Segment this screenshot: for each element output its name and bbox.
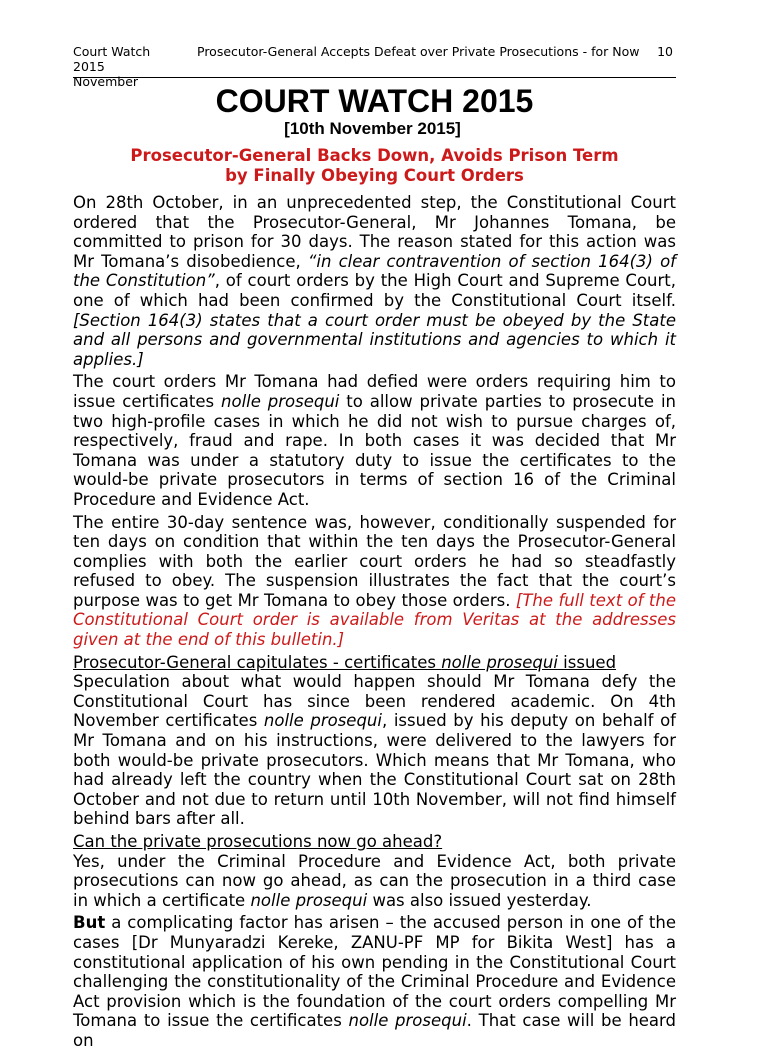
header-month: November	[73, 74, 139, 89]
veritas-note: [The full text of the Constitutional Court order is available from Veritas at the addresses given at the end of this bulletin.]	[73, 590, 676, 650]
document-title: COURT WATCH 2015	[215, 83, 534, 119]
paragraph-4: Speculation about what would happen should Mr Tomana defy the Constitutional Court has since been rendered academic. On 4th November certificates nolle prosequi, issued by his deputy on behalf of Mr Tomana and on his instructions, were delivered to the lawyers for both would-be private prosecutors. Which means that Mr Tomana, who had already left the country when the Constitutional Court sat on 28th October and not due to return until 10th November, will not find himself behind bars after all.	[73, 672, 676, 829]
paragraph-5: Yes, under the Criminal Procedure and Evidence Act, both private prosecutions can now go ahead, as can the prosecution in a third case in which a certificate nolle prosequi was also issued yesterday.	[73, 851, 676, 910]
header-publication-name: Court Watch 2015	[73, 44, 151, 74]
article-body	[73, 193, 676, 1051]
article-subtitle	[73, 146, 676, 186]
header-title: Prosecutor-General Accepts Defeat over Private Prosecutions - for Now	[197, 44, 640, 59]
subtitle-line-2: by Finally Obeying Court Orders	[225, 166, 524, 185]
section-heading-go-ahead: Can the private prosecutions now go ahead?	[73, 832, 443, 851]
header-publication	[73, 44, 183, 89]
paragraph-3: The entire 30-day sentence was, however, conditionally suspended for ten days on condition that within the ten days the Prosecutor-General complies with both the earlier court orders he had so steadfastly refused to obey. The suspension illustrates the fact that the court’s purpose was to get Mr Tomana to obey those orders. [The full text of the Constitutional Court order is available from Veritas at the addresses given at the end of this bulletin.]	[73, 512, 676, 650]
paragraph-1: On 28th October, in an unprecedented step, the Constitutional Court ordered that the Prosecutor-General, Mr Johannes Tomana, be committed to prison for 30 days. The reason stated for this action was Mr Tomana’s disobedience, “in clear contravention of section 164(3) of the Constitution”, of court orders by the High Court and Supreme Court, one of which had been confirmed by the Constitutional Court itself. [Section 164(3) states that a court order must be obeyed by the State and all persons and governmental institutions and agencies to which it applies.]	[73, 193, 676, 369]
page-header	[73, 0, 676, 89]
document-date: [10th November 2015]	[284, 119, 461, 138]
subtitle-line-1: Prosecutor-General Backs Down, Avoids Prison Term	[130, 146, 619, 165]
paragraph-6: But a complicating factor has arisen – the accused person in one of the cases [Dr Munyaradzi Kereke, ZANU-PF MP for Bikita West] has a constitutional application of his own pending in the Constitutional Court challenging the constitutionality of the Criminal Procedure and Evidence Act provision which is the foundation of the court orders compelling Mr Tomana to issue the certificates nolle prosequi. That case will be heard on	[73, 913, 677, 1050]
document-page	[73, 0, 676, 1054]
page-number: 10	[657, 44, 673, 59]
section-heading-capitulates: Prosecutor-General capitulates - certificates nolle prosequi issued	[73, 652, 617, 672]
paragraph-2: The court orders Mr Tomana had defied were orders requiring him to issue certificates nolle prosequi to allow private parties to prosecute in two high-profile cases in which he did not wish to pursue charges of, respectively, fraud and rape. In both cases it was decided that Mr Tomana was under a statutory duty to issue the certificates to the would-be private prosecutors in terms of section 16 of the Criminal Procedure and Evidence Act.	[73, 372, 677, 509]
